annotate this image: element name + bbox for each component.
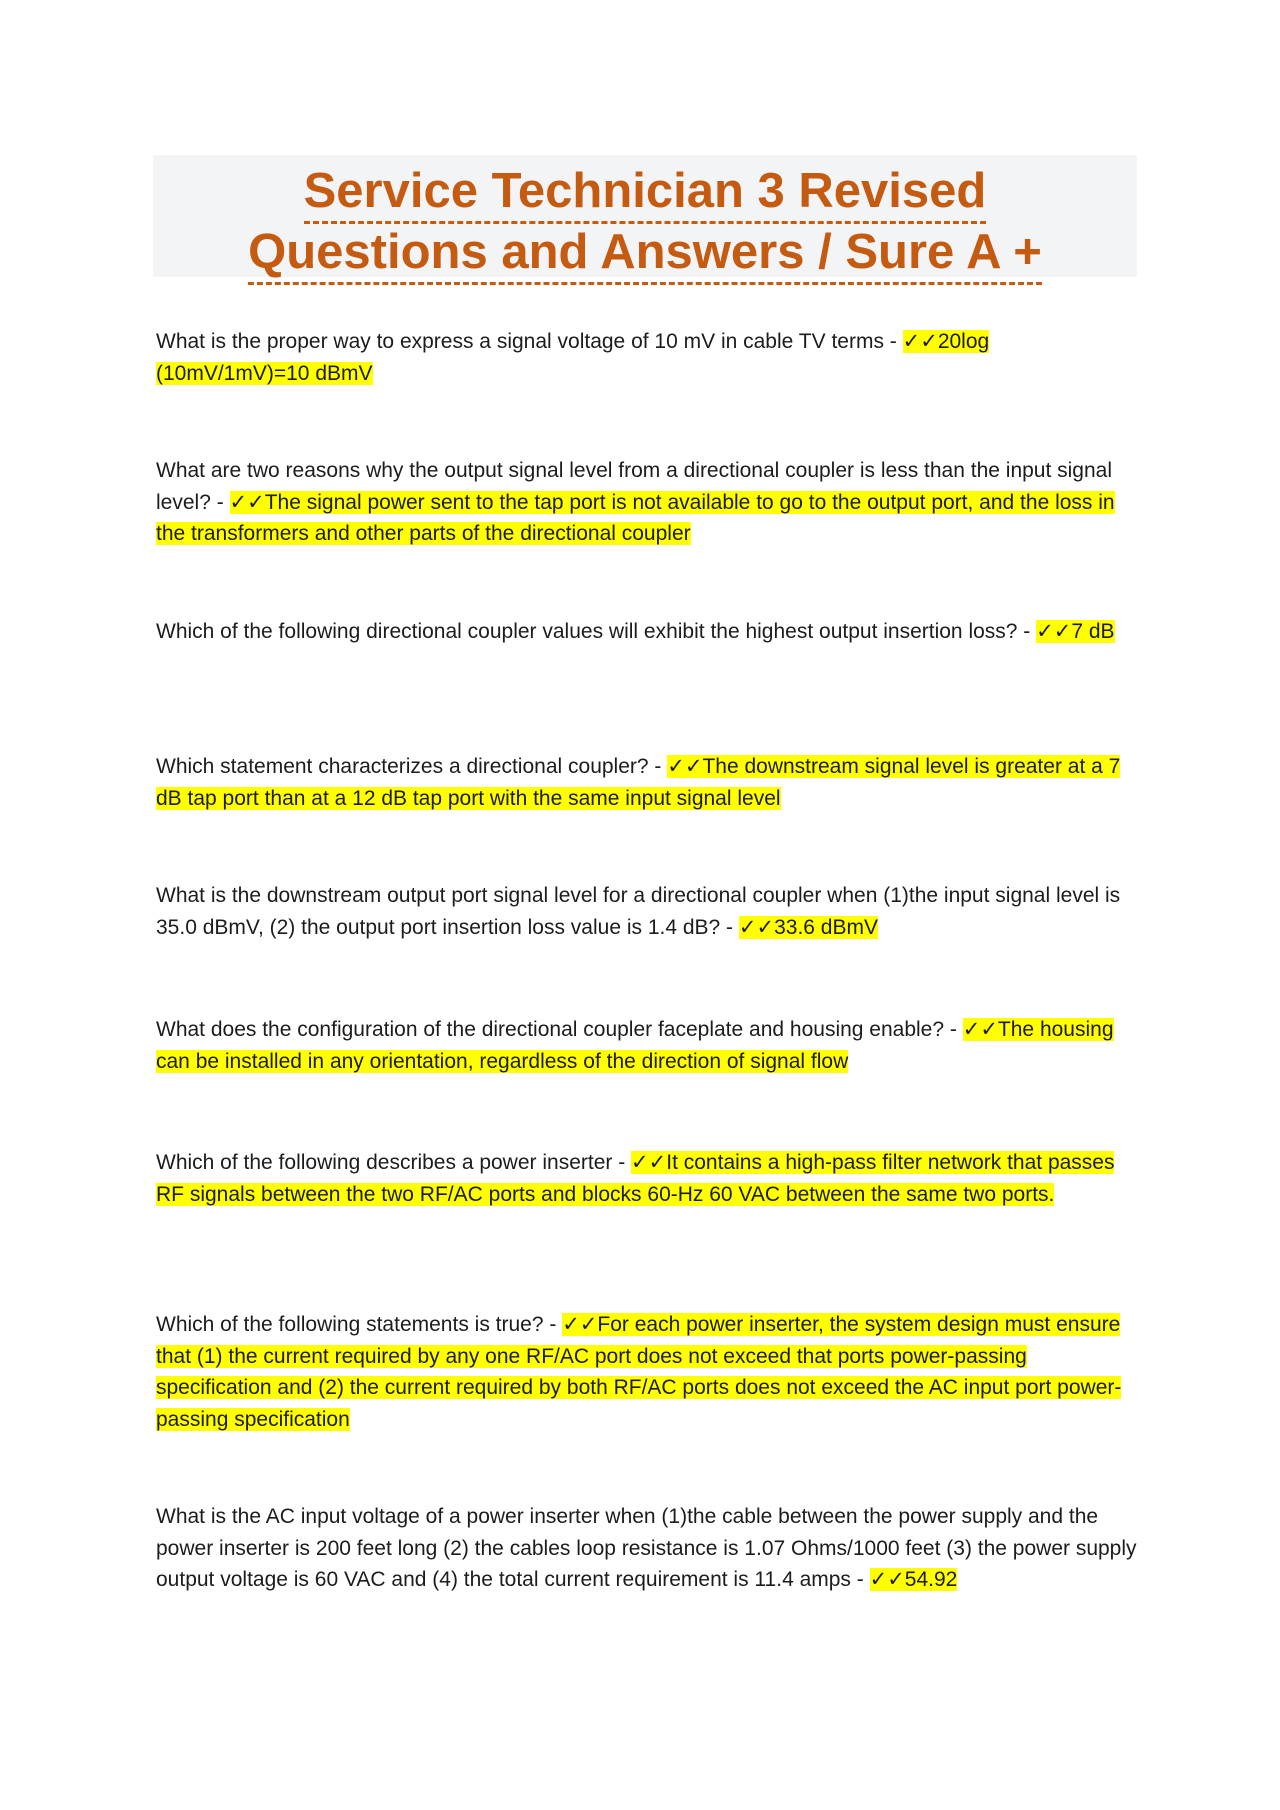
title-line-1: Service Technician 3 Revised — [304, 161, 987, 224]
question-text: Which of the following statements is true? - — [156, 1313, 563, 1336]
answer-text: The downstream signal level is greater at a 7 dB tap port than at a 12 dB tap port with the same input signal level — [156, 755, 1121, 810]
answer-text: 20log (10mV/1mV)=10 dBmV — [156, 330, 990, 385]
answer-text: 54.92 — [904, 1568, 958, 1591]
double-check-icon: ✓✓ — [902, 329, 938, 353]
question-text: What is the downstream output port signal level for a directional coupler when (1)the input signal level is 35.0 dBmV, (2) the output port insertion loss value is 1.4 dB? - — [156, 884, 1121, 939]
qa-item-3 — [156, 616, 1141, 648]
answer-text: The housing can be installed in any orientation, regardless of the direction of signal flow — [156, 1018, 1114, 1073]
double-check-icon: ✓✓ — [667, 754, 703, 778]
qa-item-5 — [156, 880, 1141, 943]
answer-text: 33.6 dBmV — [774, 915, 878, 939]
answer-text: The signal power sent to the tap port is not available to go to the output port, and the loss in the transformers and other parts of the directional coupler — [156, 490, 1115, 545]
answer-text: 7 dB — [1071, 620, 1115, 643]
double-check-icon: ✓✓ — [562, 1312, 598, 1336]
question-text: What does the configuration of the directional coupler faceplate and housing enable? - — [156, 1018, 963, 1041]
question-text: What is the AC input voltage of a power inserter when (1)the cable between the power supply and the power inserter is 200 feet long (2) the cables loop resistance is 1.07 Ohms/1000 feet (3) the power supply output voltage is 60 VAC and (4) the total current requirement is 11.4 amps - — [156, 1505, 1137, 1591]
title-line-2: Questions and Answers / Sure A + — [248, 222, 1042, 285]
question-text: Which statement characterizes a directional coupler? - — [156, 755, 668, 778]
qa-item-9 — [156, 1501, 1141, 1596]
qa-item-6 — [156, 1014, 1141, 1077]
double-check-icon: ✓✓ — [869, 1567, 905, 1591]
qa-item-7 — [156, 1147, 1141, 1210]
question-text: What are two reasons why the output signal level from a directional coupler is less than the input signal level? - — [156, 459, 1113, 514]
answer-text: It contains a high-pass filter network that passes RF signals between the two RF/AC ports and blocks 60-Hz 60 VAC between the same two ports. — [156, 1151, 1115, 1206]
title-banner — [153, 155, 1137, 277]
question-text: What is the proper way to express a signal voltage of 10 mV in cable TV terms - — [156, 330, 903, 353]
question-text: Which of the following directional coupler values will exhibit the highest output insertion loss? - — [156, 620, 1037, 643]
answer-text: For each power inserter, the system design must ensure that (1) the current required by any one RF/AC port does not exceed that ports power-passing specification and (2) the current required by both RF/AC ports does not exceed the AC input port power-passing specification — [156, 1313, 1122, 1431]
qa-item-8 — [156, 1309, 1141, 1435]
answer-highlight — [870, 1568, 958, 1591]
answer-highlight — [1036, 620, 1114, 643]
double-check-icon: ✓✓ — [962, 1017, 998, 1041]
double-check-icon: ✓✓ — [1036, 619, 1072, 643]
question-text: Which of the following describes a power inserter - — [156, 1151, 632, 1174]
double-check-icon: ✓✓ — [738, 914, 775, 939]
answer-highlight — [156, 491, 1115, 546]
double-check-icon: ✓✓ — [631, 1150, 667, 1174]
qa-item-4 — [156, 751, 1141, 814]
qa-item-2 — [156, 455, 1141, 550]
double-check-icon: ✓✓ — [229, 489, 265, 514]
answer-highlight — [739, 916, 878, 939]
qa-item-1 — [156, 326, 1141, 389]
